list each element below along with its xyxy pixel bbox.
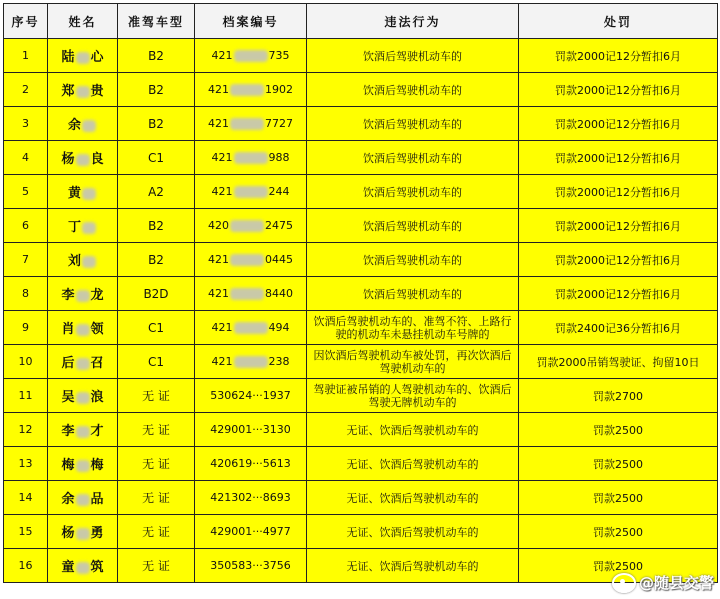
header-license-type: 准驾车型 — [118, 4, 195, 39]
cell-penalty: 罚款2000记12分暂扣6月 — [519, 141, 718, 175]
redaction-blur — [82, 256, 96, 268]
cell-no: 8 — [4, 277, 48, 311]
redaction-blur — [82, 120, 96, 132]
file-no-prefix: 429001 — [210, 423, 253, 436]
file-no-suffix: 735 — [268, 49, 290, 62]
header-name: 姓名 — [48, 4, 118, 39]
cell-license-type: 无 证 — [118, 515, 195, 549]
name-last: 勇 — [90, 526, 104, 541]
file-no-prefix: 421 — [211, 185, 233, 198]
file-no-suffix: 8693 — [262, 491, 291, 504]
file-no-prefix: 421 — [208, 253, 229, 266]
cell-name — [48, 447, 118, 481]
cell-penalty: 罚款2500 — [519, 447, 718, 481]
redaction-blur — [82, 222, 96, 234]
cell-violation: 饮酒后驾驶机动车的 — [307, 39, 519, 73]
name-first: 郑 — [61, 84, 75, 99]
table-row — [4, 379, 718, 413]
file-no-prefix: 421 — [208, 287, 229, 300]
cell-no: 12 — [4, 413, 48, 447]
cell-no: 6 — [4, 209, 48, 243]
redaction-blur — [76, 324, 90, 336]
cell-license-type: C1 — [118, 311, 195, 345]
redaction-blur — [82, 188, 96, 200]
file-no-ellipsis: ··· — [252, 525, 263, 538]
file-no-suffix: 7727 — [265, 117, 293, 130]
cell-name — [48, 141, 118, 175]
cell-name — [48, 243, 118, 277]
cell-license-type: B2 — [118, 243, 195, 277]
redaction-blur — [76, 86, 90, 98]
cell-penalty: 罚款2500 — [519, 413, 718, 447]
file-no-prefix: 421 — [211, 151, 233, 164]
redaction-blur — [76, 562, 90, 574]
table-row — [4, 73, 718, 107]
cell-name — [48, 311, 118, 345]
file-no-suffix: 2475 — [265, 219, 293, 232]
name-last: 领 — [90, 322, 104, 337]
cell-name — [48, 549, 118, 583]
cell-no: 14 — [4, 481, 48, 515]
file-no-suffix: 0445 — [265, 253, 293, 266]
cell-penalty: 罚款2400记36分暂扣6月 — [519, 311, 718, 345]
cell-name — [48, 209, 118, 243]
cell-file-no — [195, 209, 307, 243]
table-row — [4, 243, 718, 277]
cell-file-no — [195, 379, 307, 413]
file-no-suffix: 1902 — [265, 83, 293, 96]
file-no-prefix: 350583 — [210, 559, 253, 572]
redaction-blur — [230, 254, 264, 266]
cell-violation: 饮酒后驾驶机动车的 — [307, 141, 519, 175]
cell-license-type: C1 — [118, 141, 195, 175]
file-no-prefix: 420 — [208, 219, 229, 232]
header-violation: 违法行为 — [307, 4, 519, 39]
watermark-text: @随县交警 — [638, 574, 714, 592]
file-no-ellipsis: ··· — [252, 491, 263, 504]
cell-file-no — [195, 141, 307, 175]
table-row — [4, 107, 718, 141]
table-row — [4, 39, 718, 73]
cell-violation: 因饮酒后驾驶机动车被处罚，再次饮酒后驾驶机动车的 — [307, 345, 519, 379]
cell-penalty: 罚款2000记12分暂扣6月 — [519, 107, 718, 141]
cell-license-type: B2 — [118, 107, 195, 141]
cell-file-no — [195, 277, 307, 311]
table-row — [4, 141, 718, 175]
cell-file-no — [195, 243, 307, 277]
file-no-suffix: 1937 — [262, 389, 291, 402]
redaction-blur — [230, 118, 264, 130]
name-first: 吴 — [61, 390, 75, 405]
redaction-blur — [76, 460, 90, 472]
cell-license-type: 无 证 — [118, 413, 195, 447]
redaction-blur — [234, 322, 268, 334]
cell-file-no — [195, 311, 307, 345]
cell-file-no — [195, 175, 307, 209]
file-no-suffix: 238 — [268, 355, 290, 368]
name-first: 李 — [61, 288, 75, 303]
cell-license-type: 无 证 — [118, 447, 195, 481]
cell-violation: 无证、饮酒后驾驶机动车的 — [307, 447, 519, 481]
cell-name — [48, 413, 118, 447]
redaction-blur — [234, 50, 268, 62]
name-first: 肖 — [61, 322, 75, 337]
cell-no: 5 — [4, 175, 48, 209]
cell-name — [48, 73, 118, 107]
cell-license-type: C1 — [118, 345, 195, 379]
cell-penalty: 罚款2000吊销驾驶证、拘留10日 — [519, 345, 718, 379]
file-no-prefix: 421 — [211, 355, 233, 368]
watermark — [612, 572, 714, 593]
cell-file-no — [195, 73, 307, 107]
cell-penalty: 罚款2500 — [519, 549, 718, 583]
name-first: 陆 — [61, 50, 75, 65]
name-first: 余 — [61, 492, 75, 507]
cell-license-type: B2 — [118, 209, 195, 243]
name-last: 贵 — [90, 84, 104, 99]
name-first: 余 — [67, 118, 81, 133]
cell-penalty: 罚款2000记12分暂扣6月 — [519, 209, 718, 243]
cell-violation: 驾驶证被吊销的人驾驶机动车的、饮酒后驾驶无牌机动车的 — [307, 379, 519, 413]
redaction-blur — [230, 220, 264, 232]
header-file-no: 档案编号 — [195, 4, 307, 39]
redaction-blur — [234, 356, 268, 368]
cell-penalty: 罚款2000记12分暂扣6月 — [519, 39, 718, 73]
file-no-prefix: 421 — [211, 321, 233, 334]
redaction-blur — [234, 186, 268, 198]
file-no-prefix: 421302 — [210, 491, 253, 504]
cell-name — [48, 515, 118, 549]
file-no-ellipsis: ··· — [252, 559, 263, 572]
cell-penalty: 罚款2000记12分暂扣6月 — [519, 175, 718, 209]
name-last: 品 — [90, 492, 104, 507]
file-no-suffix: 3130 — [262, 423, 291, 436]
cell-file-no — [195, 481, 307, 515]
violations-table — [3, 3, 718, 583]
cell-violation: 无证、饮酒后驾驶机动车的 — [307, 549, 519, 583]
cell-name — [48, 107, 118, 141]
cell-file-no — [195, 345, 307, 379]
name-first: 黄 — [67, 186, 81, 201]
cell-violation: 饮酒后驾驶机动车的 — [307, 209, 519, 243]
table-row — [4, 549, 718, 583]
redaction-blur — [76, 290, 90, 302]
cell-license-type: B2 — [118, 39, 195, 73]
cell-violation: 无证、饮酒后驾驶机动车的 — [307, 515, 519, 549]
cell-penalty: 罚款2500 — [519, 481, 718, 515]
file-no-ellipsis: ··· — [252, 423, 263, 436]
redaction-blur — [76, 426, 90, 438]
weibo-logo-icon — [612, 573, 636, 593]
cell-no: 3 — [4, 107, 48, 141]
cell-file-no — [195, 39, 307, 73]
name-first: 杨 — [61, 152, 75, 167]
redaction-blur — [76, 52, 90, 64]
name-first: 后 — [61, 356, 75, 371]
cell-name — [48, 481, 118, 515]
name-last: 浪 — [90, 390, 104, 405]
cell-violation: 饮酒后驾驶机动车的、准驾不符、上路行驶的机动车未悬挂机动车号牌的 — [307, 311, 519, 345]
table-row — [4, 413, 718, 447]
file-no-prefix: 429001 — [210, 525, 253, 538]
cell-penalty: 罚款2000记12分暂扣6月 — [519, 73, 718, 107]
file-no-prefix: 420619 — [210, 457, 253, 470]
cell-license-type: 无 证 — [118, 481, 195, 515]
cell-violation: 饮酒后驾驶机动车的 — [307, 73, 519, 107]
file-no-ellipsis: ··· — [252, 457, 263, 470]
cell-license-type: 无 证 — [118, 549, 195, 583]
cell-license-type: B2D — [118, 277, 195, 311]
cell-license-type: B2 — [118, 73, 195, 107]
cell-violation: 饮酒后驾驶机动车的 — [307, 277, 519, 311]
file-no-suffix: 244 — [268, 185, 290, 198]
cell-name — [48, 39, 118, 73]
name-last: 心 — [90, 50, 104, 65]
redaction-blur — [230, 84, 264, 96]
redaction-blur — [230, 288, 264, 300]
cell-file-no — [195, 447, 307, 481]
cell-file-no — [195, 515, 307, 549]
file-no-prefix: 421 — [208, 83, 229, 96]
redaction-blur — [76, 358, 90, 370]
cell-no: 10 — [4, 345, 48, 379]
cell-no: 7 — [4, 243, 48, 277]
name-last: 梅 — [90, 458, 104, 473]
table-header-row — [4, 4, 718, 39]
table-row — [4, 209, 718, 243]
redaction-blur — [76, 494, 90, 506]
file-no-prefix: 421 — [208, 117, 229, 130]
name-first: 梅 — [61, 458, 75, 473]
file-no-suffix: 4977 — [262, 525, 291, 538]
redaction-blur — [76, 528, 90, 540]
name-last: 龙 — [90, 288, 104, 303]
cell-name — [48, 345, 118, 379]
cell-license-type: A2 — [118, 175, 195, 209]
cell-no: 15 — [4, 515, 48, 549]
cell-penalty: 罚款2700 — [519, 379, 718, 413]
table-row — [4, 277, 718, 311]
file-no-ellipsis: ··· — [252, 389, 263, 402]
cell-no: 13 — [4, 447, 48, 481]
name-first: 丁 — [67, 220, 81, 235]
name-last: 才 — [90, 424, 104, 439]
cell-violation: 饮酒后驾驶机动车的 — [307, 243, 519, 277]
cell-no: 4 — [4, 141, 48, 175]
cell-name — [48, 277, 118, 311]
cell-no: 1 — [4, 39, 48, 73]
file-no-suffix: 5613 — [262, 457, 291, 470]
cell-name — [48, 379, 118, 413]
redaction-blur — [234, 152, 268, 164]
table-row — [4, 447, 718, 481]
name-first: 杨 — [61, 526, 75, 541]
cell-file-no — [195, 107, 307, 141]
file-no-suffix: 8440 — [265, 287, 293, 300]
cell-name — [48, 175, 118, 209]
file-no-suffix: 3756 — [262, 559, 291, 572]
name-first: 童 — [61, 560, 75, 575]
cell-penalty: 罚款2000记12分暂扣6月 — [519, 277, 718, 311]
file-no-prefix: 421 — [211, 49, 233, 62]
name-last: 召 — [90, 356, 104, 371]
cell-no: 16 — [4, 549, 48, 583]
cell-violation: 饮酒后驾驶机动车的 — [307, 175, 519, 209]
table-row — [4, 515, 718, 549]
cell-license-type: 无 证 — [118, 379, 195, 413]
table-row — [4, 481, 718, 515]
name-first: 李 — [61, 424, 75, 439]
cell-violation: 无证、饮酒后驾驶机动车的 — [307, 413, 519, 447]
table-row — [4, 175, 718, 209]
file-no-prefix: 530624 — [210, 389, 253, 402]
file-no-suffix: 494 — [268, 321, 290, 334]
cell-file-no — [195, 549, 307, 583]
cell-no: 2 — [4, 73, 48, 107]
name-last: 良 — [90, 152, 104, 167]
table-row — [4, 311, 718, 345]
redaction-blur — [76, 154, 90, 166]
file-no-suffix: 988 — [268, 151, 290, 164]
redaction-blur — [76, 392, 90, 404]
cell-file-no — [195, 413, 307, 447]
header-penalty: 处罚 — [519, 4, 718, 39]
cell-penalty: 罚款2000记12分暂扣6月 — [519, 243, 718, 277]
cell-penalty: 罚款2500 — [519, 515, 718, 549]
name-last: 筑 — [90, 560, 104, 575]
table-row — [4, 345, 718, 379]
header-no: 序号 — [4, 4, 48, 39]
cell-no: 11 — [4, 379, 48, 413]
cell-no: 9 — [4, 311, 48, 345]
cell-violation: 无证、饮酒后驾驶机动车的 — [307, 481, 519, 515]
cell-violation: 饮酒后驾驶机动车的 — [307, 107, 519, 141]
name-first: 刘 — [67, 254, 81, 269]
